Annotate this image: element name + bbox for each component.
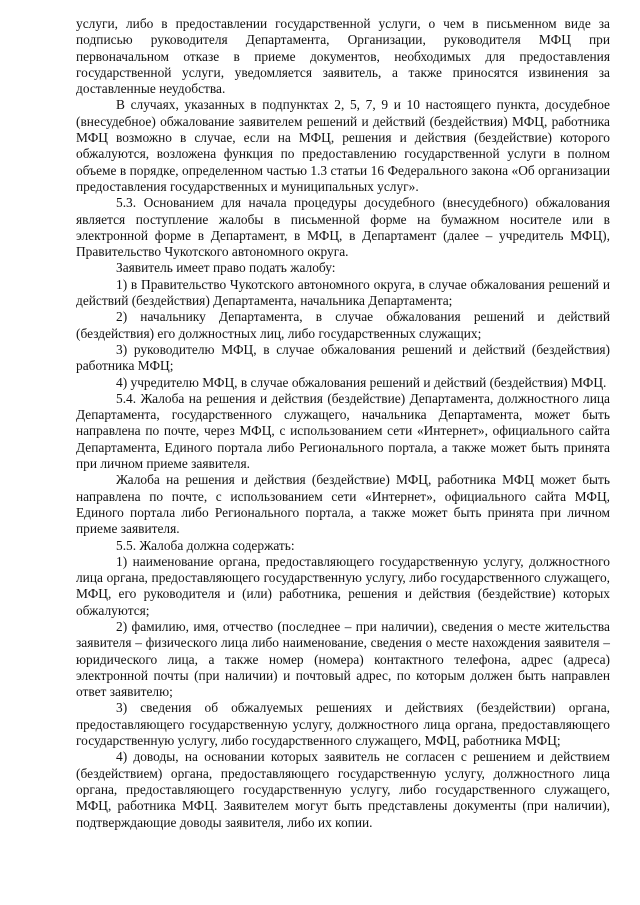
paragraph-5-4-submission: 5.4. Жалоба на решения и действия (бездействие) Департамента, должностного лица Департамента, государственного служащего, начальника Департамента, может быть направлена по почте, через МФЦ, с использованием сети «Интернет», официального сайта Департамента, Единого портала либо Регионального портала, а также может быть принята при личном приеме заявителя. xyxy=(76,390,610,472)
paragraph-mfc-complaint-submission: Жалоба на решения и действия (бездействие) МФЦ, работника МФЦ может быть направлена по почте, с использованием сети «Интернет», официального сайта МФЦ, Единого портала либо Регионального портала, а также может быть принята при личном приеме заявителя. xyxy=(76,472,610,537)
paragraph-pretrial-mfc-cases: В случаях, указанных в подпунктах 2, 5, 7, 9 и 10 настоящего пункта, досудебное (внесудебное) обжалование заявителем решений и действий (бездействия) МФЦ, работника МФЦ возможно в случае, если на МФЦ, решения и действия (бездействие) которого обжалуются, возложена функция по предоставлению государственной услуги в полном объеме в порядке, определенном частью 1.3 статьи 16 Федерального закона «Об организации предоставления государственных и муниципальных услуг». xyxy=(76,97,610,194)
list-item-arguments: 4) доводы, на основании которых заявитель не согласен с решением и действием (бездействием) органа, предоставляющего государственную услугу, должностного лица органа, предоставляющего государственную услугу, либо государственного служащего, МФЦ, работника МФЦ. Заявителем могут быть представлены документы (при наличии), подтверждающие доводы заявителя, либо их копии. xyxy=(76,749,610,830)
list-item-applicant-details: 2) фамилию, имя, отчество (последнее – при наличии), сведения о месте жительства заявителя – физического лица либо наименование, сведения о месте нахождения заявителя – юридического лица, а также номер (номера) контактного телефона, адрес (адреса) электронной почты (при наличии) и почтовый адрес, по которым должен быть направлен ответ заявителю; xyxy=(76,618,610,700)
list-item-government: 1) в Правительство Чукотского автономного округа, в случае обжалования решений и действий (бездействия) Департамента, начальника Департамента; xyxy=(76,276,610,309)
list-item-appealed-decisions: 3) сведения об обжалуемых решениях и действиях (бездействии) органа, предоставляющего государственную услугу, должностного лица органа, предоставляющего государственную услугу, либо государственного служащего, МФЦ, работника МФЦ; xyxy=(76,700,610,749)
paragraph-5-5-contents: 5.5. Жалоба должна содержать: xyxy=(116,537,295,553)
list-item-mfc-head: 3) руководителю МФЦ, в случае обжалования решений и действий (бездействия) работника МФЦ; xyxy=(76,341,610,374)
list-item-authority-name: 1) наименование органа, предоставляющего государственную услугу, должностного лица органа, предоставляющего государственную услугу, либо государственного служащего, МФЦ, его руководителя и (или) работника, решения и действия (бездействие) которых обжалуются; xyxy=(76,553,610,618)
paragraph-5-3-grounds: 5.3. Основанием для начала процедуры досудебного (внесудебного) обжалования является поступление жалобы в письменной форме на бумажном носителе или в электронной форме в Департамент, в МФЦ, в Департамент (далее – учредитель МФЦ), Правительство Чукотского автономного округа. xyxy=(76,195,610,260)
paragraph-right-to-complain: Заявитель имеет право подать жалобу: xyxy=(116,260,336,276)
document-page xyxy=(76,16,610,831)
list-item-department-head: 2) начальнику Департамента, в случае обжалования решений и действий (бездействия) его должностных лиц, либо государственных служащих; xyxy=(76,309,610,341)
list-item-mfc-founder: 4) учредителю МФЦ, в случае обжалования решений и действий (бездействия) МФЦ. xyxy=(116,374,607,390)
paragraph-refusal-apology: услуги, либо в предоставлении государственной услуги, о чем в письменном виде за подписью руководителя Департамента, Организации, руководителя МФЦ при первоначальном отказе в приеме документов, необходимых для предоставления государственной услуги, уведомляется заявитель, а также приносятся извинения за доставленные неудобства. xyxy=(76,16,610,97)
